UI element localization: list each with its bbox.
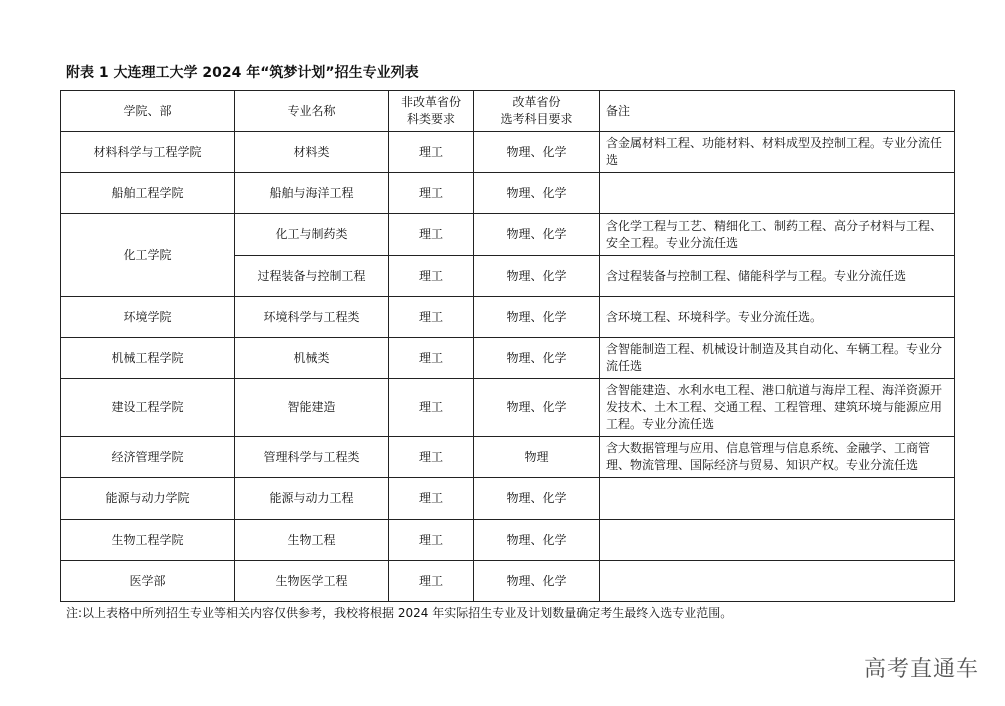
remark-cell: 含智能建造、水利水电工程、港口航道与海岸工程、海洋资源开发技术、土木工程、交通工程、工程管理、建筑环境与能源应用工程。专业分流任选	[600, 379, 955, 437]
nonreform-cell: 理工	[389, 132, 474, 173]
nonreform-cell: 理工	[389, 561, 474, 602]
reform-cell: 物理、化学	[474, 132, 600, 173]
major-cell: 过程装备与控制工程	[235, 256, 389, 297]
admissions-table	[60, 90, 955, 602]
college-cell: 化工学院	[61, 214, 235, 297]
remark-cell: 含智能制造工程、机械设计制造及其自动化、车辆工程。专业分流任选	[600, 338, 955, 379]
major-cell: 智能建造	[235, 379, 389, 437]
remark-cell: 含金属材料工程、功能材料、材料成型及控制工程。专业分流任选	[600, 132, 955, 173]
major-cell: 能源与动力工程	[235, 478, 389, 520]
remark-cell: 含化学工程与工艺、精细化工、制药工程、高分子材料与工程、安全工程。专业分流任选	[600, 214, 955, 256]
table-row	[61, 478, 955, 520]
college-cell: 环境学院	[61, 297, 235, 338]
header-reform-line2: 选考科目要求	[500, 112, 573, 126]
reform-cell: 物理、化学	[474, 338, 600, 379]
table-row	[61, 561, 955, 602]
college-cell: 生物工程学院	[61, 520, 235, 561]
major-cell: 机械类	[235, 338, 389, 379]
remark-cell	[600, 173, 955, 214]
reform-cell: 物理、化学	[474, 297, 600, 338]
header-reform	[474, 91, 600, 132]
reform-cell: 物理、化学	[474, 256, 600, 297]
reform-cell: 物理、化学	[474, 478, 600, 520]
table-row	[61, 214, 955, 256]
remark-cell	[600, 561, 955, 602]
header-nonreform	[389, 91, 474, 132]
remark-cell: 含过程装备与控制工程、储能科学与工程。专业分流任选	[600, 256, 955, 297]
nonreform-cell: 理工	[389, 297, 474, 338]
major-cell: 生物工程	[235, 520, 389, 561]
college-cell: 船舶工程学院	[61, 173, 235, 214]
remark-cell: 含大数据管理与应用、信息管理与信息系统、金融学、工商管理、物流管理、国际经济与贸易、知识产权。专业分流任选	[600, 437, 955, 478]
table-row	[61, 297, 955, 338]
remark-cell	[600, 478, 955, 520]
reform-cell: 物理、化学	[474, 520, 600, 561]
college-cell: 医学部	[61, 561, 235, 602]
header-nonreform-line1: 非改革省份	[400, 95, 461, 109]
reform-cell: 物理、化学	[474, 379, 600, 437]
college-cell: 建设工程学院	[61, 379, 235, 437]
table-row	[61, 338, 955, 379]
header-row	[61, 91, 955, 132]
table-row	[61, 173, 955, 214]
header-reform-line1: 改革省份	[512, 95, 561, 109]
remark-cell	[600, 520, 955, 561]
major-cell: 生物医学工程	[235, 561, 389, 602]
major-cell: 船舶与海洋工程	[235, 173, 389, 214]
nonreform-cell: 理工	[389, 338, 474, 379]
college-cell: 机械工程学院	[61, 338, 235, 379]
header-remark: 备注	[600, 91, 955, 132]
nonreform-cell: 理工	[389, 520, 474, 561]
table-row	[61, 132, 955, 173]
nonreform-cell: 理工	[389, 379, 474, 437]
reform-cell: 物理、化学	[474, 173, 600, 214]
nonreform-cell: 理工	[389, 437, 474, 478]
college-cell: 材料科学与工程学院	[61, 132, 235, 173]
nonreform-cell: 理工	[389, 214, 474, 256]
major-cell: 环境科学与工程类	[235, 297, 389, 338]
header-major: 专业名称	[235, 91, 389, 132]
footnote: 注:以上表格中所列招生专业等相关内容仅供参考，我校将根据 2024 年实际招生专业及计划数量确定考生最终入选专业范围。	[66, 606, 733, 620]
table-row	[61, 379, 955, 437]
college-cell: 能源与动力学院	[61, 478, 235, 520]
table-row	[61, 520, 955, 561]
nonreform-cell: 理工	[389, 173, 474, 214]
nonreform-cell: 理工	[389, 256, 474, 297]
header-college: 学院、部	[61, 91, 235, 132]
watermark: 高考直通车	[863, 657, 979, 682]
reform-cell: 物理、化学	[474, 561, 600, 602]
table-title: 附表 1 大连理工大学 2024 年“筑梦计划”招生专业列表	[66, 65, 419, 81]
header-nonreform-line2: 科类要求	[406, 112, 455, 126]
major-cell: 化工与制药类	[235, 214, 389, 256]
major-cell: 管理科学与工程类	[235, 437, 389, 478]
reform-cell: 物理、化学	[474, 214, 600, 256]
remark-cell: 含环境工程、环境科学。专业分流任选。	[600, 297, 955, 338]
college-cell: 经济管理学院	[61, 437, 235, 478]
reform-cell: 物理	[474, 437, 600, 478]
major-cell: 材料类	[235, 132, 389, 173]
table-row	[61, 437, 955, 478]
nonreform-cell: 理工	[389, 478, 474, 520]
